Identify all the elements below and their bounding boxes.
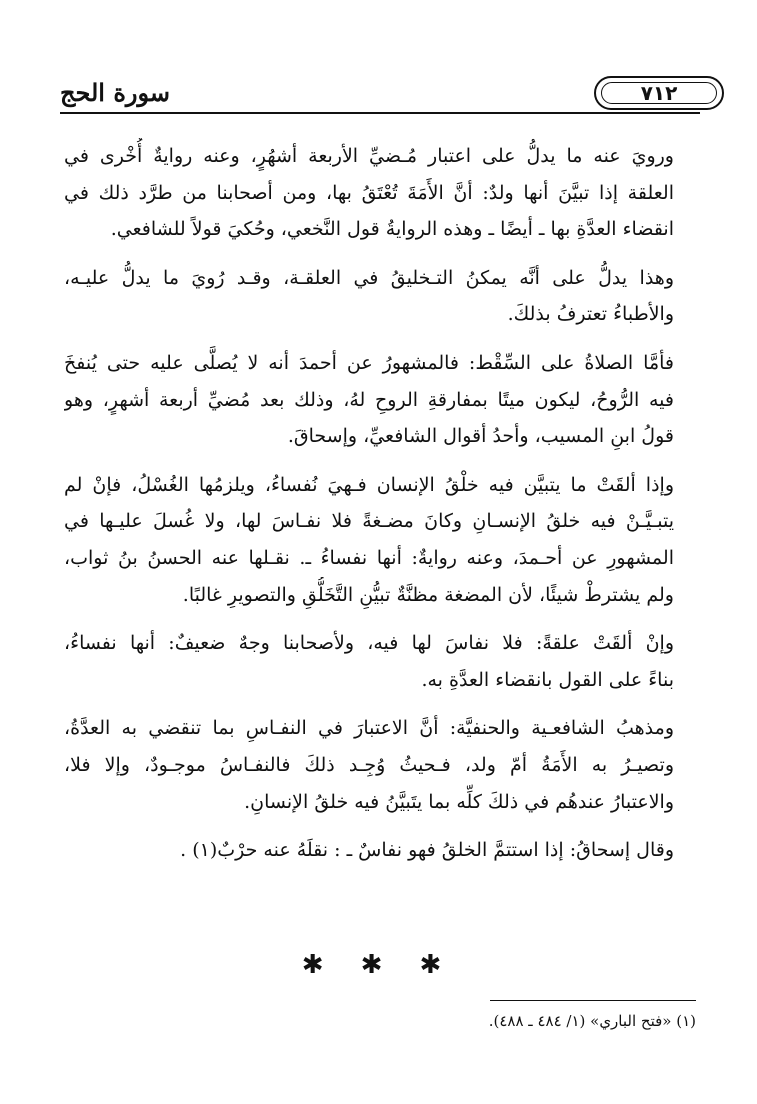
text-line: فيه الرُّوحُ، ليكون ميتًا بمفارقةِ الروحِ لهُ، وذلك بعد مُضيِّ أربعة أشهرٍ، وهو [64,388,674,411]
section-separator: ✱ ✱ ✱ [301,950,456,980]
header-rule [60,112,700,114]
paragraph [64,260,696,333]
page-header [60,66,700,110]
page-number-badge [594,76,724,110]
text-line: وتصيـرُ به الأَمَةُ أمّ ولد، فـحيثُ وُجِـد ذلكَ فالنفـاسُ موجـودٌ، وإلا فلا، [64,753,674,776]
text-line: يتبـيَّـنْ فيه خلقُ الإنسـانِ وكانَ مضـغةً فلا نفـاسَ لها، ولا غُسلَ عليـها في [64,510,674,533]
text-line: المشهورِ عن أحـمدَ، وعنه روايةٌ: أنها نفساءُ ـ. نقـلها عنه الحسنُ بنُ ثواب، [64,546,674,569]
page-number: ٧١٢ [601,82,717,104]
text-line: ورويَ عنه ما يدلُّ على اعتبار مُـضيِّ الأربعة أشهُرٍ، وعنه روايةٌ أُخْرى في [64,145,674,167]
paragraph [64,832,696,869]
paragraph [64,138,696,248]
text-line: ولم يشترطْ شيئًا، لأن المضغة مظنَّةٌ تبيُّنِ التَّخَلُّقِ والتصويرِ غالبًا. [182,583,674,606]
paragraph [64,345,696,455]
text-line: وهذا يدلُّ على أنَّه يمكنُ التـخليقُ في العلقـة، وقـد رُويَ ما يدلُّ عليـه، [64,266,674,289]
text-line: والاعتبارُ عندهُم في ذلكَ كلِّه بما يتَبيَّنُ فيه خلقُ الإنسانِ. [244,790,674,813]
paragraph [64,710,696,820]
text-line: العلقة إذا تبيَّنَ أنها ولدٌ: أنَّ الأَمَةَ تُعْتَقُ بها، ومن أصحابنا من طرَّد ذلك في [64,181,674,204]
text-line: وقال إسحاقُ: إذا استتمَّ الخلقُ فهو نفاسٌ ـ : نقلَهُ عنه حرْبٌ(١) . [180,839,674,862]
footnote: (١) «فتح الباري» (١/ ٤٨٤ ـ ٤٨٨). [488,1012,696,1030]
text-line: ومذهبُ الشافعـية والحنفيَّة: أنَّ الاعتبارَ في النفـاسِ بما تنقضي به العدَّةُ، [64,717,674,740]
footnote-rule [490,1000,696,1001]
paragraph [64,625,696,698]
text-line: قولُ ابنِ المسيب، وأحدُ أقوال الشافعيِّ، وإسحاقَ. [287,425,674,448]
text-line: بناءً على القول بانقضاء العدَّةِ به. [421,668,674,691]
body-text [64,138,696,881]
surah-title: سورة الحج [60,78,170,107]
text-line: فأمَّا الصلاةُ على السِّقْط: فالمشهورُ عن أحمدَ أنه لا يُصلَّى عليه حتى يُنفخَ [64,351,674,374]
text-line: وإنْ ألقَتْ علقةً: فلا نفاسَ لها فيه، ولأصحابنا وجهٌ ضعيفٌ: أنها نفساءُ، [64,632,674,655]
text-line: والأطباءُ تعترفُ بذلكَ. [507,303,674,326]
text-line: انقضاء العدَّةِ بها ـ أيضًا ـ وهذه الروايةُ قول النَّخعي، وحُكيَ قولاً للشافعي. [110,218,674,241]
paragraph [64,467,696,613]
text-line: وإذا ألقَتْ ما يتبيَّن فيه خلْقُ الإنسان فـهيَ نُفساءُ، ويلزمُها الغُسْلُ، فإنْ لم [64,473,674,496]
